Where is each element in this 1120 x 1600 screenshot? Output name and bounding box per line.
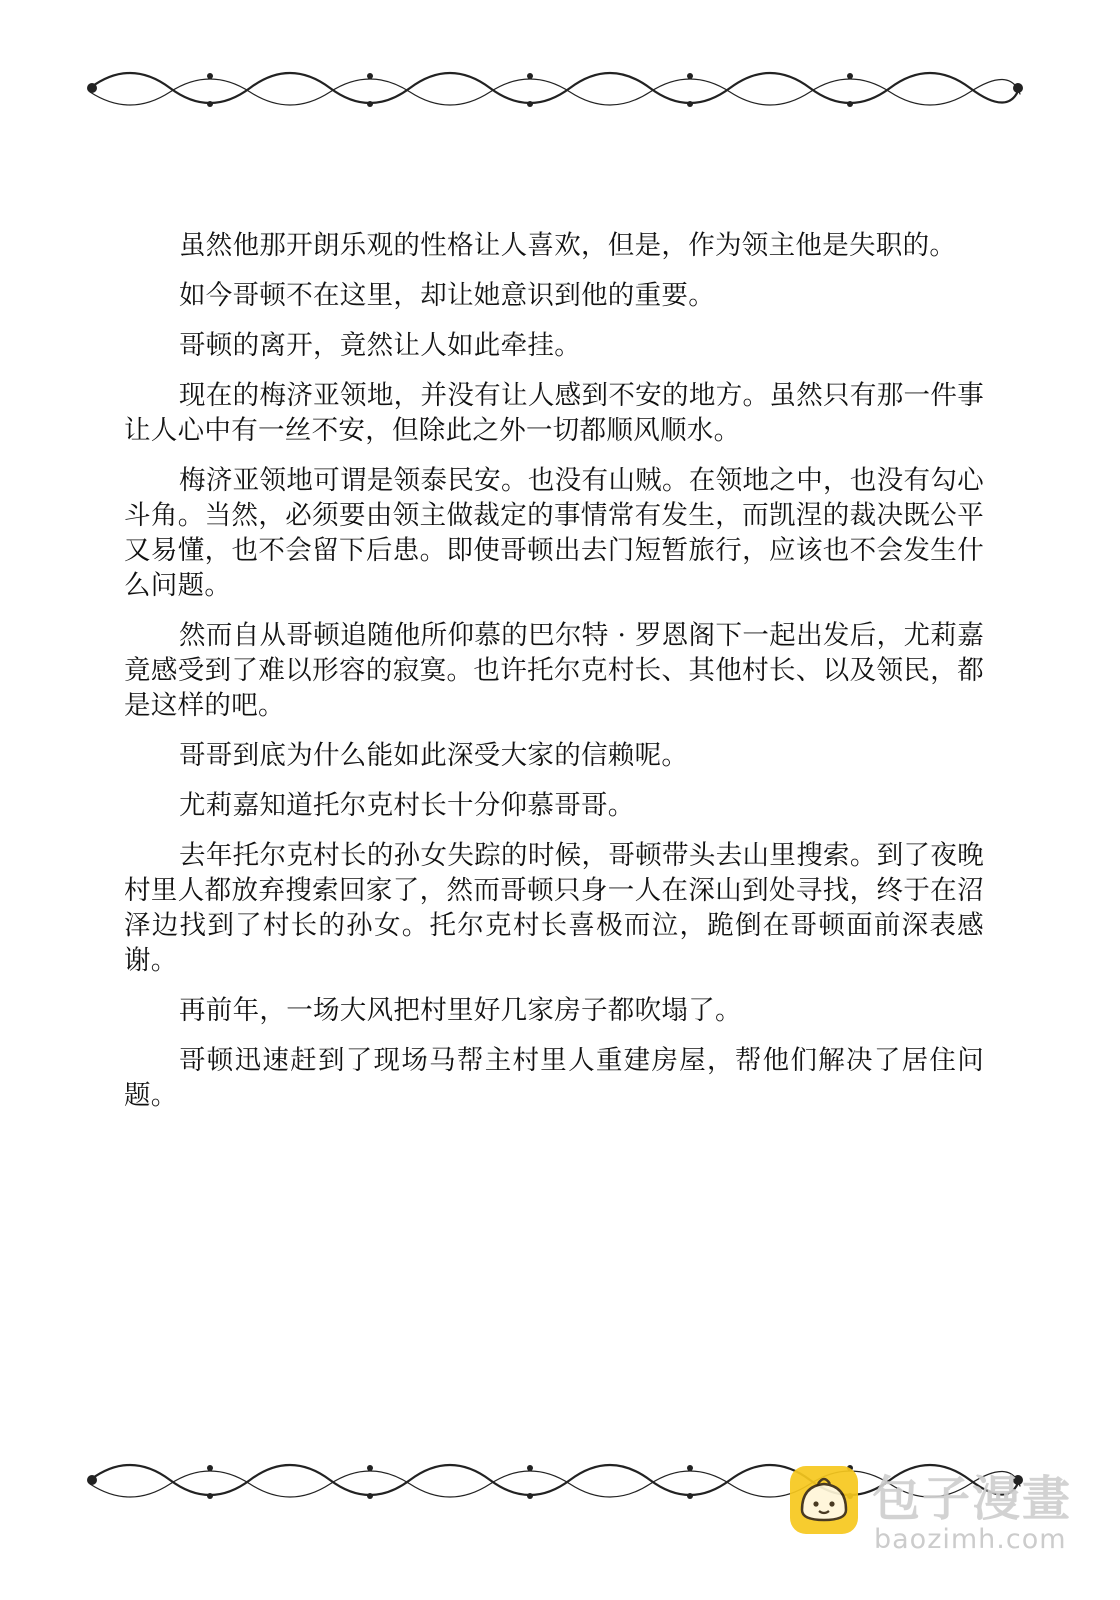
paragraph: 哥哥到底为什么能如此深受大家的信赖呢。 [179,740,689,771]
paragraph: 去年托尔克村长的孙女失踪的时候，哥顿带头去山里搜索。到了夜晚村里人都放弃搜索回家了，然而哥顿只身一人在深山到处寻找，终于在沼泽边找到了村长的孙女。托尔克村长喜极而泣，跪倒在哥顿面前深表感谢。 [124,840,984,976]
paragraph: 哥顿的离开，竟然让人如此牵挂。 [179,330,581,361]
paragraph: 再前年，一场大风把村里好几家房子都吹塌了。 [179,995,742,1026]
page-body [124,228,984,1128]
bun-logo-icon [788,1464,860,1536]
paragraph: 现在的梅济亚领地，并没有让人感到不安的地方。虽然只有那一件事让人心中有一丝不安，但除此之外一切都顺风顺水。 [124,380,984,446]
paragraph: 然而自从哥顿追随他所仰慕的巴尔特 · 罗恩阁下一起出发后，尤莉嘉竟感受到了难以形容的寂寞。也许托尔克村长、其他村长、以及领民，都是这样的吧。 [124,620,984,721]
paragraph: 梅济亚领地可谓是领泰民安。也没有山贼。在领地之中，也没有勾心斗角。当然，必须要由领主做裁定的事情常有发生，而凯涅的裁决既公平又易懂，也不会留下后患。即使哥顿出去门短暂旅行，应该也不会发生什么问题。 [124,465,984,601]
paragraph: 尤莉嘉知道托尔克村长十分仰慕哥哥。 [179,790,635,821]
site-watermark [788,1458,1088,1568]
watermark-title: 包子漫畫 [872,1471,1073,1527]
top-ornament-border [70,56,1040,120]
paragraph: 如今哥顿不在这里，却让她意识到他的重要。 [179,280,715,311]
paragraph: 哥顿迅速赶到了现场马帮主村里人重建房屋，帮他们解决了居住问题。 [124,1045,984,1111]
watermark-url: baozimh.com [874,1524,1067,1555]
paragraph: 虽然他那开朗乐观的性格让人喜欢，但是，作为领主他是失职的。 [179,230,957,261]
